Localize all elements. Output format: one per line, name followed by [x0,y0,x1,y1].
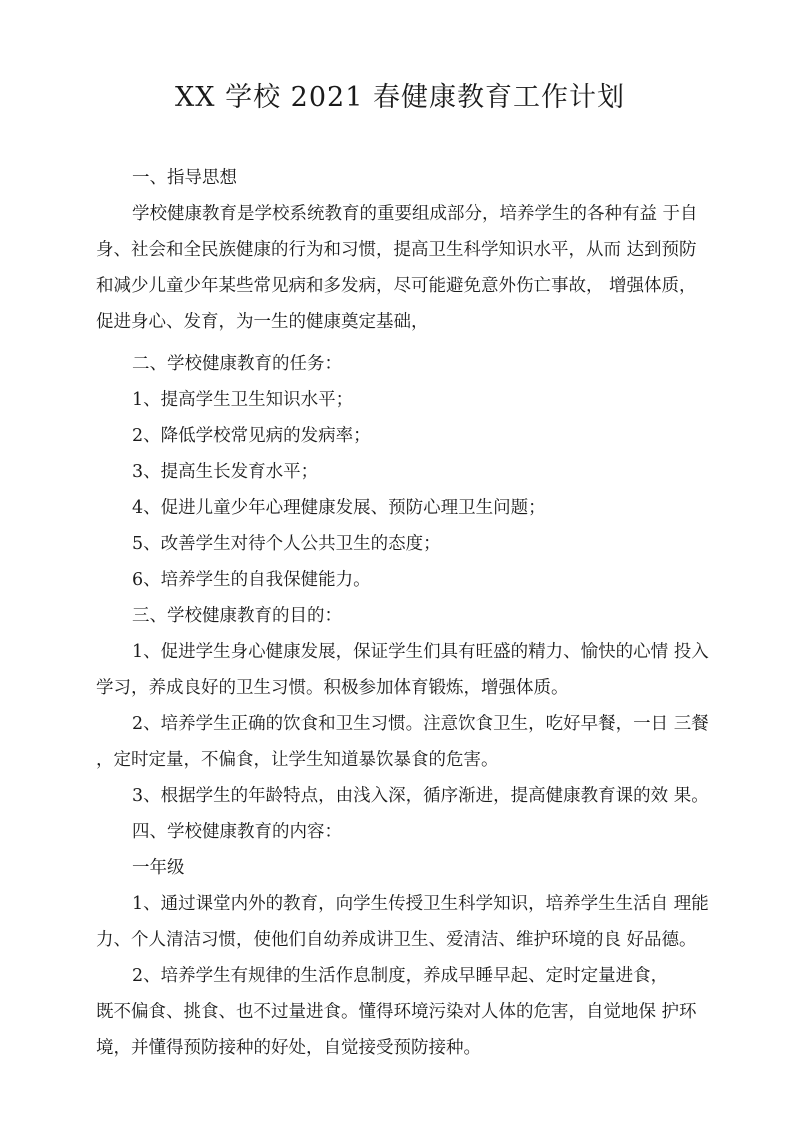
document-body [96,160,720,1066]
list-item: 1、提高学生卫生知识水平； [132,390,354,410]
list-item: 2、降低学校常见病的发病率； [132,426,371,446]
paragraph-line: 学习，养成良好的卫生习惯。积极参加体育锻炼，增强体质。 [96,678,569,698]
subheading: 一年级 [132,858,185,878]
paragraph-line: 促进身心、发育，为一生的健康奠定基础， [96,312,429,332]
paragraph-line: 2、培养学生正确的饮食和卫生习惯。注意饮食卫生，吃好早餐，一日 三餐 [132,714,709,734]
paragraph-line: 和减少儿童少年某些常见病和多发病，尽可能避免意外伤亡事故， 增强体质， [96,276,697,296]
paragraph-line: 力、个人清洁习惯，使他们自幼养成讲卫生、爱清洁、维护环境的良 好品德。 [96,930,697,950]
list-item: 4、促进儿童少年心理健康发展、预防心理卫生问题； [132,498,546,518]
section-heading: 四、学校健康教育的内容： [132,822,342,842]
list-item: 6、培养学生的自我保健能力。 [132,570,371,590]
paragraph-line: 境，并懂得预防接种的好处，自觉接受预防接种。 [96,1038,481,1058]
paragraph-line: 1、通过课堂内外的教育，向学生传授卫生科学知识，培养学生生活自 理能 [132,894,709,914]
paragraph-line: 1、促进学生身心健康发展，保证学生们具有旺盛的精力、愉快的心情 投入 [132,642,709,662]
list-item: 5、改善学生对待个人公共卫生的态度； [132,534,441,554]
paragraph-line: 2、培养学生有规律的生活作息制度，养成早睡早起、定时定量进食， [132,966,669,986]
paragraph-line: 学校健康教育是学校系统教育的重要组成部分，培养学生的各种有益 于自 [132,204,698,224]
section-heading: 三、学校健康教育的目的： [132,606,342,626]
section-heading: 一、指导思想 [132,168,237,188]
document-title: XX 学校 2021 春健康教育工作计划 [175,82,625,113]
paragraph-line: ，定时定量，不偏食，让学生知道暴饮暴食的危害。 [96,750,499,770]
paragraph-line: 既不偏食、挑食、也不过量进食。懂得环境污染对人体的危害，自觉地保 护环 [96,1002,697,1022]
paragraph-line: 身、社会和全民族健康的行为和习惯，提高卫生科学知识水平，从而 达到预防 [96,240,697,260]
list-item: 3、提高生长发育水平； [132,462,319,482]
paragraph-line: 3、根据学生的年龄特点，由浅入深，循序渐进，提高健康教育课的效 果。 [132,786,709,806]
section-heading: 二、学校健康教育的任务： [132,354,342,374]
